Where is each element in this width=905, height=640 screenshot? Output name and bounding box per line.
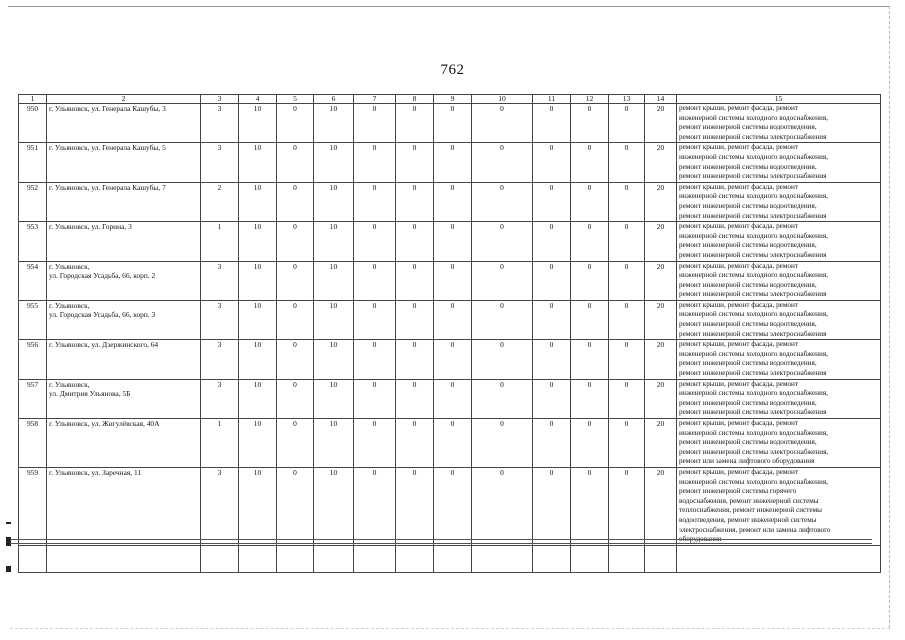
works-line: ремонт инженерной системы электроснабжения,: [679, 447, 829, 456]
value-cell: 20: [645, 143, 677, 182]
works-line: ремонт инженерной системы электроснабжения: [679, 329, 827, 338]
value-cell: 0: [434, 261, 472, 300]
row-number: 954: [19, 261, 47, 300]
value-cell: 0: [472, 300, 533, 339]
value-cell: 20: [645, 300, 677, 339]
value-cell: 0: [609, 222, 645, 261]
works-line: инженерной системы холодного водоснабжения,: [679, 231, 828, 240]
page-number: 762: [440, 62, 465, 78]
value-cell: 0: [533, 340, 571, 379]
value-cell: 0: [277, 261, 314, 300]
table-row: [19, 419, 881, 468]
column-header: 1: [19, 95, 47, 104]
value-cell: 0: [277, 467, 314, 545]
value-cell: 0: [571, 222, 609, 261]
column-header: 15: [677, 95, 881, 104]
value-cell: 20: [645, 222, 677, 261]
value-cell: 0: [277, 143, 314, 182]
empty-cell: [47, 545, 201, 572]
value-cell: 0: [354, 104, 396, 143]
works-line: водоснабжения, ремонт инженерной системы: [679, 496, 819, 505]
column-header: 10: [472, 95, 533, 104]
value-cell: 0: [434, 340, 472, 379]
value-cell: 0: [472, 104, 533, 143]
works-line: ремонт крыши, ремонт фасада, ремонт: [679, 340, 798, 349]
value-cell: 10: [239, 340, 277, 379]
value-cell: 10: [314, 379, 354, 418]
address-line: г. Ульяновск,: [49, 300, 90, 310]
value-cell: 0: [533, 104, 571, 143]
empty-cell: [609, 545, 645, 572]
value-cell: 0: [354, 379, 396, 418]
table-row: [19, 379, 881, 418]
works-line: инженерной системы холодного водоснабжения,: [679, 271, 828, 280]
value-cell: 0: [354, 340, 396, 379]
value-cell: 10: [314, 222, 354, 261]
value-cell: 10: [239, 104, 277, 143]
column-header: 4: [239, 95, 277, 104]
value-cell: 10: [314, 419, 354, 468]
value-cell: 0: [571, 143, 609, 182]
value-cell: 0: [277, 182, 314, 221]
works-cell: [677, 182, 881, 221]
value-cell: 3: [201, 261, 239, 300]
address-line: г. Ульяновск, ул. Генерала Кашубы, 5: [49, 143, 166, 153]
value-cell: 0: [354, 467, 396, 545]
works-line: ремонт крыши, ремонт фасада, ремонт: [679, 104, 798, 112]
address-line: г. Ульяновск,: [49, 261, 90, 271]
row-number: 957: [19, 379, 47, 418]
value-cell: 0: [396, 467, 434, 545]
value-cell: 0: [354, 261, 396, 300]
address-line: ул. Дмитрия Ульянова, 5Б: [49, 389, 131, 399]
empty-cell: [19, 545, 47, 572]
works-line: ремонт крыши, ремонт фасада, ремонт: [679, 143, 798, 152]
value-cell: 0: [571, 182, 609, 221]
address-cell: [47, 222, 201, 261]
address-line: г. Ульяновск, ул. Заречная, 11: [49, 467, 142, 477]
column-header: 7: [354, 95, 396, 104]
works-line: оборудования: [679, 535, 722, 544]
empty-cell: [434, 545, 472, 572]
value-cell: 0: [354, 143, 396, 182]
works-line: ремонт инженерной системы электроснабжения: [679, 172, 827, 181]
works-line: ремонт инженерной системы электроснабжения: [679, 250, 827, 259]
empty-cell: [277, 545, 314, 572]
empty-cell: [571, 545, 609, 572]
column-header: 3: [201, 95, 239, 104]
address-line: ул. Городская Усадьба, 66, корп. 3: [49, 310, 156, 320]
value-cell: 0: [609, 379, 645, 418]
works-line: ремонт инженерной системы водоотведения,: [679, 201, 817, 210]
value-cell: 0: [396, 182, 434, 221]
works-line: инженерной системы холодного водоснабжения,: [679, 192, 828, 201]
value-cell: 10: [239, 143, 277, 182]
value-cell: 0: [571, 261, 609, 300]
value-cell: 10: [314, 340, 354, 379]
value-cell: 10: [314, 300, 354, 339]
works-line: ремонт инженерной системы водоотведения,: [679, 438, 817, 447]
works-line: теплоснабжения, ремонт инженерной системы: [679, 506, 823, 515]
table-row: [19, 222, 881, 261]
value-cell: 1: [201, 222, 239, 261]
works-cell: [677, 419, 881, 468]
value-cell: 3: [201, 104, 239, 143]
value-cell: 10: [239, 379, 277, 418]
row-number: 950: [19, 104, 47, 143]
value-cell: 0: [434, 300, 472, 339]
value-cell: 0: [277, 340, 314, 379]
row-number: 956: [19, 340, 47, 379]
value-cell: 0: [434, 222, 472, 261]
address-cell: [47, 467, 201, 545]
value-cell: 10: [314, 104, 354, 143]
value-cell: 0: [434, 379, 472, 418]
value-cell: 0: [396, 300, 434, 339]
empty-cell: [201, 545, 239, 572]
column-header: 13: [609, 95, 645, 104]
value-cell: 3: [201, 340, 239, 379]
works-line: ремонт инженерной системы электроснабжения: [679, 132, 827, 141]
value-cell: 0: [396, 143, 434, 182]
table-header-row: [19, 95, 881, 104]
value-cell: 3: [201, 143, 239, 182]
works-cell: [677, 379, 881, 418]
works-line: инженерной системы холодного водоснабжения,: [679, 152, 828, 161]
value-cell: 10: [239, 300, 277, 339]
works-line: ремонт инженерной системы водоотведения,: [679, 320, 817, 329]
value-cell: 3: [201, 467, 239, 545]
address-cell: [47, 143, 201, 182]
column-header: 5: [277, 95, 314, 104]
works-line: инженерной системы холодного водоснабжения,: [679, 310, 828, 319]
repair-schedule-table: [18, 94, 881, 573]
value-cell: 1: [201, 419, 239, 468]
value-cell: 10: [239, 182, 277, 221]
table-row: [19, 182, 881, 221]
row-number: 951: [19, 143, 47, 182]
row-number: 955: [19, 300, 47, 339]
empty-cell: [533, 545, 571, 572]
works-line: ремонт крыши, ремонт фасада, ремонт: [679, 467, 798, 476]
address-cell: [47, 340, 201, 379]
value-cell: 10: [314, 261, 354, 300]
works-line: ремонт инженерной системы горячего: [679, 487, 797, 496]
value-cell: 0: [354, 419, 396, 468]
table-row: [19, 143, 881, 182]
value-cell: 10: [239, 467, 277, 545]
value-cell: 0: [277, 222, 314, 261]
works-line: ремонт инженерной системы водоотведения,: [679, 162, 817, 171]
value-cell: 0: [434, 104, 472, 143]
value-cell: 0: [571, 467, 609, 545]
value-cell: 0: [609, 340, 645, 379]
address-cell: [47, 104, 201, 143]
value-cell: 10: [314, 467, 354, 545]
empty-cell: [677, 545, 881, 572]
value-cell: 0: [472, 143, 533, 182]
value-cell: 0: [277, 104, 314, 143]
works-line: ремонт инженерной системы электроснабжения: [679, 408, 827, 417]
row-number: 953: [19, 222, 47, 261]
address-line: г. Ульяновск, ул. Генерала Кашубы, 3: [49, 104, 166, 113]
value-cell: 0: [533, 222, 571, 261]
works-line: ремонт инженерной системы водоотведения,: [679, 123, 817, 132]
empty-row: [19, 545, 881, 572]
works-line: ремонт инженерной системы водоотведения,: [679, 280, 817, 289]
table-row: [19, 261, 881, 300]
address-line: г. Ульяновск,: [49, 379, 90, 389]
table-row: [19, 300, 881, 339]
value-cell: 0: [571, 379, 609, 418]
value-cell: 0: [533, 182, 571, 221]
value-cell: 0: [396, 261, 434, 300]
value-cell: 0: [434, 143, 472, 182]
value-cell: 20: [645, 379, 677, 418]
address-line: г. Ульяновск, ул. Горина, 3: [49, 222, 132, 232]
value-cell: 0: [571, 340, 609, 379]
works-line: инженерной системы холодного водоснабжения,: [679, 389, 828, 398]
works-line: ремонт инженерной системы водоотведения,: [679, 241, 817, 250]
value-cell: 0: [533, 261, 571, 300]
value-cell: 0: [472, 379, 533, 418]
empty-cell: [314, 545, 354, 572]
value-cell: 0: [609, 419, 645, 468]
address-line: г. Ульяновск, ул. Дзержинского, 64: [49, 340, 159, 350]
address-cell: [47, 300, 201, 339]
table-row: [19, 340, 881, 379]
value-cell: 20: [645, 182, 677, 221]
row-number: 959: [19, 467, 47, 545]
value-cell: 10: [314, 182, 354, 221]
works-line: ремонт или замена лифтового оборудования: [679, 457, 815, 466]
value-cell: 0: [472, 261, 533, 300]
value-cell: 0: [472, 419, 533, 468]
address-cell: [47, 261, 201, 300]
column-header: 14: [645, 95, 677, 104]
works-line: ремонт инженерной системы водоотведения,: [679, 398, 817, 407]
table-row: [19, 467, 881, 545]
address-line: ул. Городская Усадьба, 66, корп. 2: [49, 271, 156, 281]
works-line: инженерной системы холодного водоснабжения,: [679, 349, 828, 358]
value-cell: 0: [277, 300, 314, 339]
works-cell: [677, 300, 881, 339]
works-cell: [677, 143, 881, 182]
value-cell: 0: [472, 182, 533, 221]
works-line: инженерной системы холодного водоснабжения,: [679, 477, 828, 486]
value-cell: 0: [533, 379, 571, 418]
value-cell: 0: [472, 222, 533, 261]
column-header: 9: [434, 95, 472, 104]
value-cell: 0: [571, 300, 609, 339]
value-cell: 0: [571, 104, 609, 143]
column-header: 12: [571, 95, 609, 104]
column-header: 11: [533, 95, 571, 104]
works-cell: [677, 261, 881, 300]
value-cell: 0: [472, 467, 533, 545]
value-cell: 0: [609, 467, 645, 545]
empty-cell: [354, 545, 396, 572]
works-line: ремонт крыши, ремонт фасада, ремонт: [679, 261, 798, 270]
value-cell: 10: [314, 143, 354, 182]
value-cell: 0: [609, 104, 645, 143]
value-cell: 10: [239, 419, 277, 468]
value-cell: 0: [434, 182, 472, 221]
works-line: ремонт инженерной системы электроснабжения: [679, 369, 827, 378]
works-line: ремонт крыши, ремонт фасада, ремонт: [679, 300, 798, 309]
works-line: ремонт крыши, ремонт фасада, ремонт: [679, 379, 798, 388]
empty-cell: [396, 545, 434, 572]
value-cell: 0: [609, 300, 645, 339]
works-cell: [677, 467, 881, 545]
value-cell: 20: [645, 261, 677, 300]
value-cell: 20: [645, 104, 677, 143]
works-line: ремонт крыши, ремонт фасада, ремонт: [679, 222, 798, 231]
value-cell: 0: [396, 222, 434, 261]
value-cell: 2: [201, 182, 239, 221]
binding-mark: [6, 522, 11, 524]
works-line: ремонт крыши, ремонт фасада, ремонт: [679, 182, 798, 191]
value-cell: 0: [396, 340, 434, 379]
column-header: 8: [396, 95, 434, 104]
value-cell: 0: [609, 182, 645, 221]
address-cell: [47, 182, 201, 221]
address-cell: [47, 419, 201, 468]
value-cell: 0: [533, 300, 571, 339]
works-line: инженерной системы холодного водоснабжения,: [679, 428, 828, 437]
value-cell: 10: [239, 222, 277, 261]
value-cell: 0: [609, 143, 645, 182]
value-cell: 3: [201, 300, 239, 339]
crossed-out-rule: [10, 539, 872, 544]
works-cell: [677, 340, 881, 379]
works-line: ремонт инженерной системы электроснабжения: [679, 290, 827, 299]
row-number: 952: [19, 182, 47, 221]
works-cell: [677, 104, 881, 143]
works-line: ремонт инженерной системы водоотведения,: [679, 359, 817, 368]
row-number: 958: [19, 419, 47, 468]
value-cell: 0: [609, 261, 645, 300]
value-cell: 0: [396, 419, 434, 468]
works-line: ремонт инженерной системы электроснабжения: [679, 211, 827, 220]
empty-cell: [472, 545, 533, 572]
address-cell: [47, 379, 201, 418]
value-cell: 0: [472, 340, 533, 379]
value-cell: 0: [434, 419, 472, 468]
column-header: 2: [47, 95, 201, 104]
address-line: г. Ульяновск, ул. Генерала Кашубы, 7: [49, 182, 166, 192]
table-row: [19, 104, 881, 143]
value-cell: 20: [645, 419, 677, 468]
value-cell: 0: [277, 379, 314, 418]
value-cell: 20: [645, 467, 677, 545]
address-line: г. Ульяновск, ул. Жигулёвская, 40А: [49, 419, 160, 428]
works-line: электроснабжения, ремонт или замена лифтового: [679, 525, 831, 534]
works-line: инженерной системы холодного водоснабжения,: [679, 113, 828, 122]
value-cell: 0: [533, 467, 571, 545]
binding-mark: [6, 566, 11, 572]
value-cell: 0: [354, 182, 396, 221]
page-bottom-edge: [10, 628, 890, 629]
value-cell: 0: [396, 104, 434, 143]
empty-cell: [239, 545, 277, 572]
value-cell: 20: [645, 340, 677, 379]
value-cell: 0: [396, 379, 434, 418]
column-header: 6: [314, 95, 354, 104]
value-cell: 0: [533, 419, 571, 468]
value-cell: 0: [434, 467, 472, 545]
value-cell: 0: [571, 419, 609, 468]
value-cell: 10: [239, 261, 277, 300]
value-cell: 0: [533, 143, 571, 182]
value-cell: 0: [354, 300, 396, 339]
works-cell: [677, 222, 881, 261]
works-line: водоотведения, ремонт инженерной системы: [679, 515, 817, 524]
value-cell: 0: [277, 419, 314, 468]
value-cell: 0: [354, 222, 396, 261]
works-line: ремонт крыши, ремонт фасада, ремонт: [679, 419, 798, 427]
value-cell: 3: [201, 379, 239, 418]
empty-cell: [645, 545, 677, 572]
